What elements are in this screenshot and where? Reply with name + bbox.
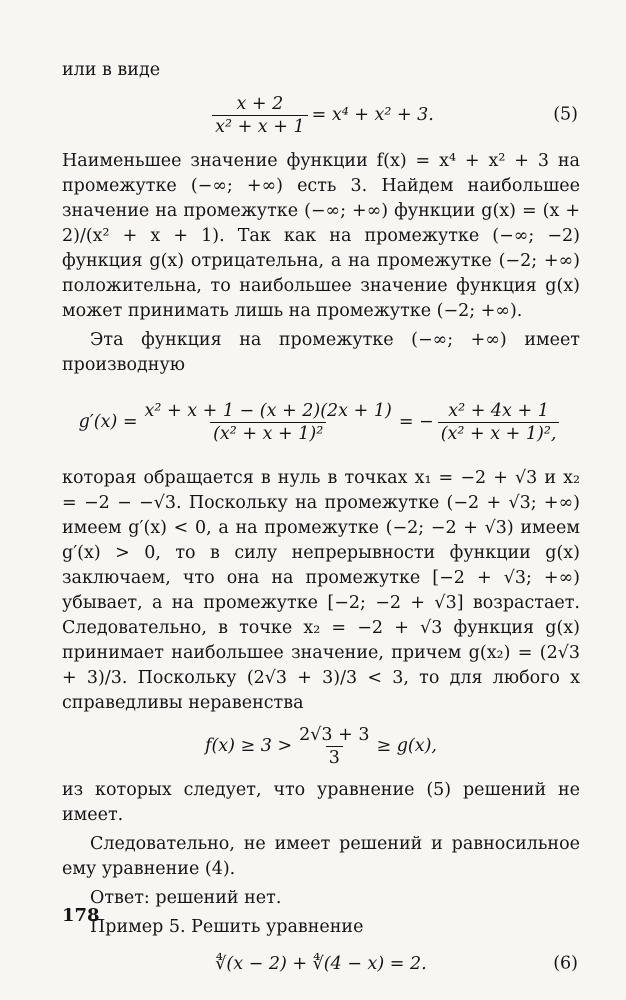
paragraph-3: которая обращается в нуль в точках x₁ = −2 + √3 и x₂ = −2 − −√3. Поскольку на промежутке (−2 + √3; +∞) имеем g′(x) < 0, а на промежутке (−2; −2 + √3) имеем g′(x) > 0, то в силу непрерывности функции g(x) заключаем, что она на промежутке [−2 + √3; +∞) убывает, а на промежутке [−2; −2 + √3] возрастает. Следовательно, в точке x₂ = −2 + √3 функция g(x) принимает наибольшее значение, причем g(x₂) = (2√3 + 3)/3. Поскольку (2√3 + 3)/3 < 3, то для любого x справедливы неравенства bbox=[62, 468, 580, 713]
deriv-den2: (x² + x + 1)², bbox=[438, 422, 560, 445]
ineq-right: ≥ g(x), bbox=[376, 735, 437, 756]
eq5-number: (5) bbox=[553, 104, 578, 125]
paragraph-1: Наименьшее значение функции f(x) = x⁴ + x² + 3 на промежутке (−∞; +∞) есть 3. Найдем наибольшее значение на промежутке (−∞; +∞) функции g(x) = (x + 2)/(x² + x + 1). Так как на промежутке (−∞; −2) функция g(x) отрицательна, а на промежутке (−2; +∞) положительна, то наибольшее значение функция g(x) может принимать лишь на промежутке (−2; +∞). bbox=[62, 151, 580, 321]
deriv-num2: x² + 4x + 1 bbox=[448, 400, 549, 421]
intro-text: или в виде bbox=[62, 60, 161, 80]
eq5-fraction bbox=[212, 93, 307, 138]
inequality bbox=[62, 718, 580, 774]
eq6-number: (6) bbox=[553, 953, 578, 974]
eq5-rhs: = x⁴ + x² + 3. bbox=[311, 104, 434, 125]
deriv-mid: = − bbox=[398, 411, 434, 432]
deriv-den1: (x² + x + 1)² bbox=[210, 422, 326, 445]
page-body bbox=[62, 58, 580, 984]
deriv-fraction-1 bbox=[142, 400, 395, 445]
equation-5 bbox=[62, 89, 580, 141]
page-number: 178 bbox=[62, 905, 100, 926]
answer: Ответ: решений нет. bbox=[90, 888, 282, 908]
paragraph-5: Следовательно, не имеет решений и равносильное ему уравнение (4). bbox=[62, 834, 580, 879]
deriv-lhs: g′(x) = bbox=[78, 411, 138, 432]
ineq-num: 2√3 + 3 bbox=[299, 724, 370, 745]
eq6-body: ∜(x − 2) + ∜(4 − x) = 2. bbox=[215, 953, 427, 974]
paragraph-2: Эта функция на промежутке (−∞; +∞) имеет производную bbox=[62, 330, 580, 375]
eq5-denominator: x² + x + 1 bbox=[212, 115, 307, 138]
ineq-den: 3 bbox=[326, 746, 343, 769]
ineq-left: f(x) ≥ 3 > bbox=[204, 735, 293, 756]
ineq-fraction bbox=[296, 724, 372, 769]
equation-6 bbox=[62, 944, 580, 984]
deriv-fraction-2 bbox=[438, 400, 560, 445]
example-heading: Пример 5. Решить уравнение bbox=[90, 917, 364, 937]
paragraph-4: из которых следует, что уравнение (5) решений не имеет. bbox=[62, 780, 580, 825]
deriv-num1: x² + x + 1 − (x + 2)(2x + 1) bbox=[144, 400, 392, 421]
eq5-numerator: x + 2 bbox=[236, 93, 284, 114]
derivative-equation bbox=[62, 390, 580, 454]
